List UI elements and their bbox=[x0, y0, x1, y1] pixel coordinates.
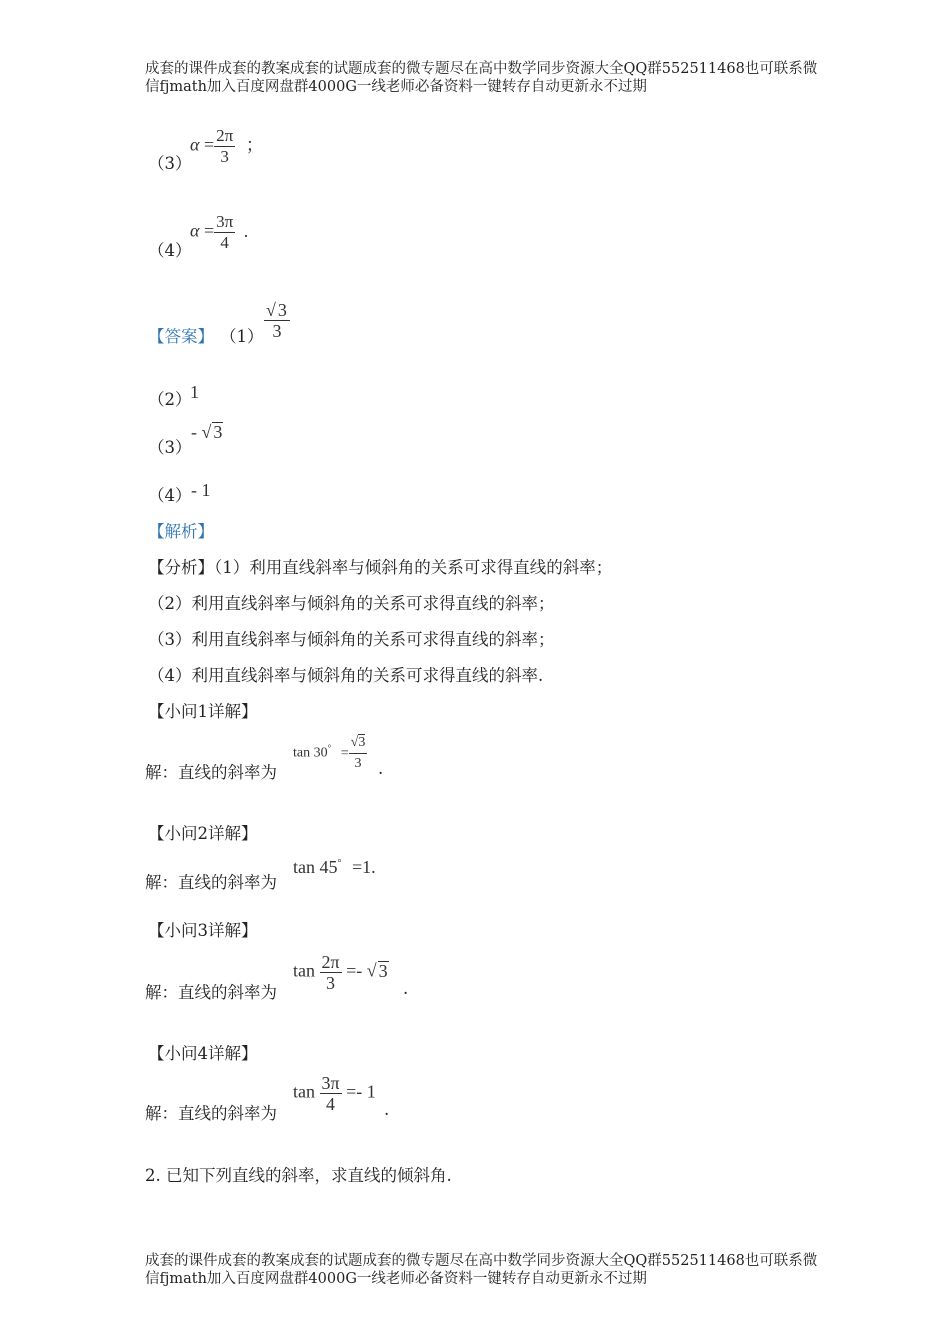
equals-minus: =- bbox=[346, 960, 363, 981]
radical-sign: √ bbox=[266, 300, 276, 320]
analysis-line-2: （2）利用直线斜率与倾斜角的关系可求得直线的斜率； bbox=[148, 594, 555, 613]
detail-1-formula bbox=[293, 733, 367, 774]
detail-4-end: . bbox=[384, 1100, 390, 1119]
question-4-label: （4） bbox=[148, 241, 192, 260]
punctuation: . bbox=[371, 857, 376, 877]
radical-sign: √ bbox=[201, 422, 212, 442]
answer-4-label: （4） bbox=[148, 486, 192, 505]
detail-2-formula bbox=[293, 857, 376, 878]
header-line-2: 信fjmath加入百度网盘群4000G一线老师必备资料一键转存自动更新永不过期 bbox=[145, 79, 647, 95]
answer-3-label: （3） bbox=[148, 438, 192, 457]
analysis-line-4: （4）利用直线斜率与倾斜角的关系可求得直线的斜率. bbox=[148, 666, 544, 685]
analysis-line-1: 【分析】（1）利用直线斜率与倾斜角的关系可求得直线的斜率； bbox=[148, 558, 613, 577]
analysis-tag: 【解析】 bbox=[148, 522, 214, 541]
alpha-symbol: α bbox=[190, 134, 200, 155]
detail-3-text: 解：直线的斜率为 bbox=[145, 983, 277, 1002]
fraction-numerator: 3π bbox=[321, 1073, 340, 1093]
alpha-symbol: α bbox=[190, 220, 200, 241]
fraction-denominator: 3 bbox=[272, 321, 282, 341]
question-3-label: （3） bbox=[148, 154, 192, 173]
radical-sign: √ bbox=[350, 735, 359, 750]
punctuation: ； bbox=[245, 134, 264, 155]
tan-function: tan bbox=[293, 960, 315, 981]
answer-2-value: 1 bbox=[190, 382, 199, 402]
degree-sign: ° bbox=[327, 743, 332, 754]
question-3-formula bbox=[190, 126, 264, 167]
answer-4-value: - 1 bbox=[191, 480, 211, 500]
footer-line-2: 信fjmath加入百度网盘群4000G一线老师必备资料一键转存自动更新永不过期 bbox=[145, 1271, 647, 1287]
answer-1-formula bbox=[264, 300, 290, 341]
fraction-numerator: 2π bbox=[216, 126, 234, 145]
tan-function: tan 30 bbox=[293, 745, 328, 761]
tan-function: tan 45 bbox=[293, 857, 338, 877]
fraction-denominator: 3 bbox=[354, 756, 362, 771]
header-line-1: 成套的课件成套的教案成套的试题成套的微专题尽在高中数学同步资源大全QQ群552511468也可联系微 bbox=[145, 61, 818, 77]
fraction-numerator: 3π bbox=[216, 212, 234, 231]
radicand: 3 bbox=[378, 960, 388, 981]
detail-2-text: 解：直线的斜率为 bbox=[145, 873, 277, 892]
radical-sign: √ bbox=[366, 960, 377, 981]
fraction-numerator: 2π bbox=[321, 952, 340, 972]
analysis-line-3: （3）利用直线斜率与倾斜角的关系可求得直线的斜率； bbox=[148, 630, 555, 649]
tan-function: tan bbox=[293, 1081, 315, 1102]
equals-sign: = bbox=[340, 745, 349, 761]
detail-3-end: . bbox=[403, 979, 409, 998]
detail-1-end: . bbox=[378, 759, 384, 778]
fraction-denominator: 3 bbox=[220, 147, 229, 166]
footer-line-1: 成套的课件成套的教案成套的试题成套的微专题尽在高中数学同步资源大全QQ群552511468也可联系微 bbox=[145, 1253, 818, 1269]
answer-1-label: （1） bbox=[220, 327, 264, 346]
fraction-denominator: 3 bbox=[326, 973, 336, 993]
question-4-formula bbox=[190, 212, 248, 253]
fraction-denominator: 4 bbox=[326, 1094, 336, 1114]
minus-sign: - bbox=[191, 422, 197, 442]
degree-sign: ° bbox=[337, 858, 342, 869]
radicand: 3 bbox=[277, 300, 287, 320]
detail-1-text: 解：直线的斜率为 bbox=[145, 763, 277, 782]
equals-minus-one: =- 1 bbox=[346, 1081, 376, 1102]
radicand: 3 bbox=[358, 735, 366, 750]
fraction-denominator: 4 bbox=[220, 233, 229, 252]
detail-4-formula bbox=[293, 1073, 376, 1114]
answer-3-formula bbox=[191, 422, 223, 443]
answer-2-label: （2） bbox=[148, 390, 192, 409]
detail-4-title: 【小问4详解】 bbox=[148, 1044, 258, 1063]
answer-tag: 【答案】 bbox=[148, 327, 214, 346]
detail-1-title: 【小问1详解】 bbox=[148, 702, 258, 721]
equals-sign: = bbox=[203, 220, 215, 241]
detail-3-title: 【小问3详解】 bbox=[148, 921, 258, 940]
detail-2-title: 【小问2详解】 bbox=[148, 824, 258, 843]
detail-3-formula bbox=[293, 952, 389, 993]
equals-one: =1 bbox=[352, 857, 372, 877]
radicand: 3 bbox=[213, 422, 223, 442]
punctuation: . bbox=[243, 220, 249, 241]
detail-4-text: 解：直线的斜率为 bbox=[145, 1104, 277, 1123]
equals-sign: = bbox=[203, 134, 215, 155]
next-question: 2. 已知下列直线的斜率，求直线的倾斜角. bbox=[145, 1166, 452, 1185]
